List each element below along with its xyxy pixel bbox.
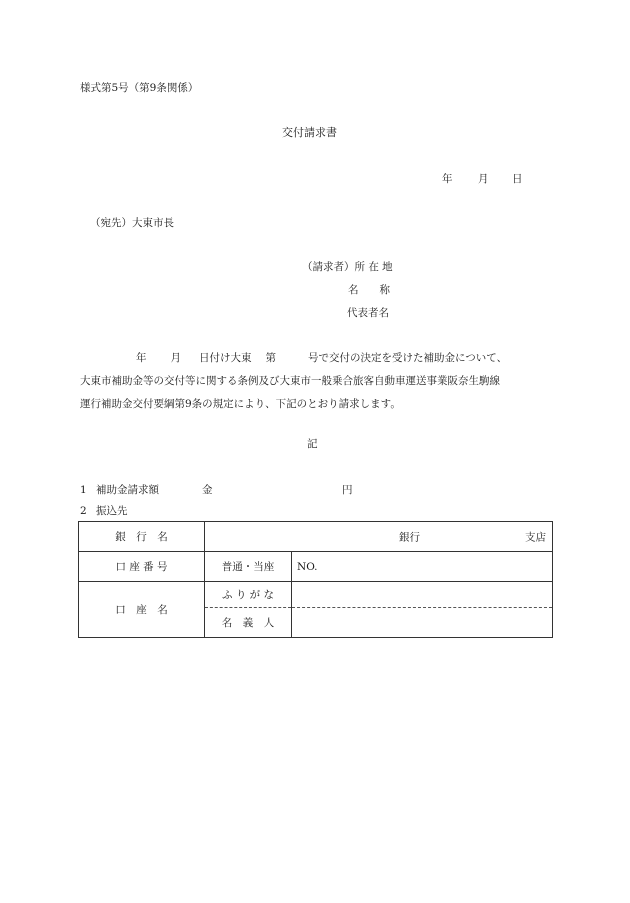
item1-number: 1: [80, 484, 87, 496]
ki-heading: 記: [307, 438, 318, 450]
furigana-field[interactable]: [292, 582, 553, 608]
date-day-label: 日: [512, 173, 523, 185]
item1-kin: 金: [202, 484, 213, 496]
requester-name-label: 名 称: [348, 284, 390, 296]
bank-transfer-table: [78, 521, 553, 638]
bank-name-field[interactable]: [205, 522, 553, 552]
account-name-label: 口 座 名: [79, 582, 205, 638]
paragraph-line-3: 運行補助金交付要綱第9条の規定により、下記のとおり請求します。: [80, 398, 401, 410]
account-number-row: [79, 552, 553, 582]
bank-suffix: 銀行: [399, 531, 420, 543]
body-month: 月: [170, 352, 181, 364]
furigana-row: [79, 582, 553, 608]
requester-address-label: （請求者）所 在 地: [302, 261, 393, 273]
requester-representative-label: 代表者名: [347, 307, 389, 319]
item1-yen: 円: [342, 484, 353, 496]
date-year-label: 年: [442, 173, 453, 185]
account-number-field[interactable]: [292, 552, 553, 582]
document-title: 交付請求書: [282, 126, 337, 139]
body-date-text: 日付け大東: [199, 352, 252, 364]
branch-suffix: 支店: [525, 531, 546, 543]
item2-label: 振込先: [96, 505, 128, 517]
date-month-label: 月: [478, 173, 489, 185]
request-paragraph: [80, 347, 550, 416]
item1-label: 補助金請求額: [96, 484, 159, 496]
form-number: 様式第5号（第9条関係）: [80, 82, 199, 94]
holder-label: 名 義 人: [205, 608, 292, 638]
bank-name-label: 銀 行 名: [79, 522, 205, 552]
furigana-label: ふ り が な: [205, 582, 292, 608]
paragraph-line-1: [80, 347, 550, 370]
body-dai: 第: [265, 352, 276, 364]
account-type-label: 普通・当座: [205, 552, 292, 582]
addressee: （宛先）大東市長: [90, 217, 174, 229]
body-rest-line1: 号で交付の決定を受けた補助金について、: [308, 352, 508, 364]
bank-name-row: [79, 522, 553, 552]
paragraph-line-2: 大東市補助金等の交付等に関する条例及び大東市一般乗合旅客自動車運送事業阪奈生駒線: [80, 375, 500, 387]
body-year: 年: [136, 352, 147, 364]
no-label: NO.: [297, 560, 318, 573]
item2-number: 2: [80, 505, 87, 517]
account-number-label: 口 座 番 号: [79, 552, 205, 582]
holder-field[interactable]: [292, 608, 553, 638]
